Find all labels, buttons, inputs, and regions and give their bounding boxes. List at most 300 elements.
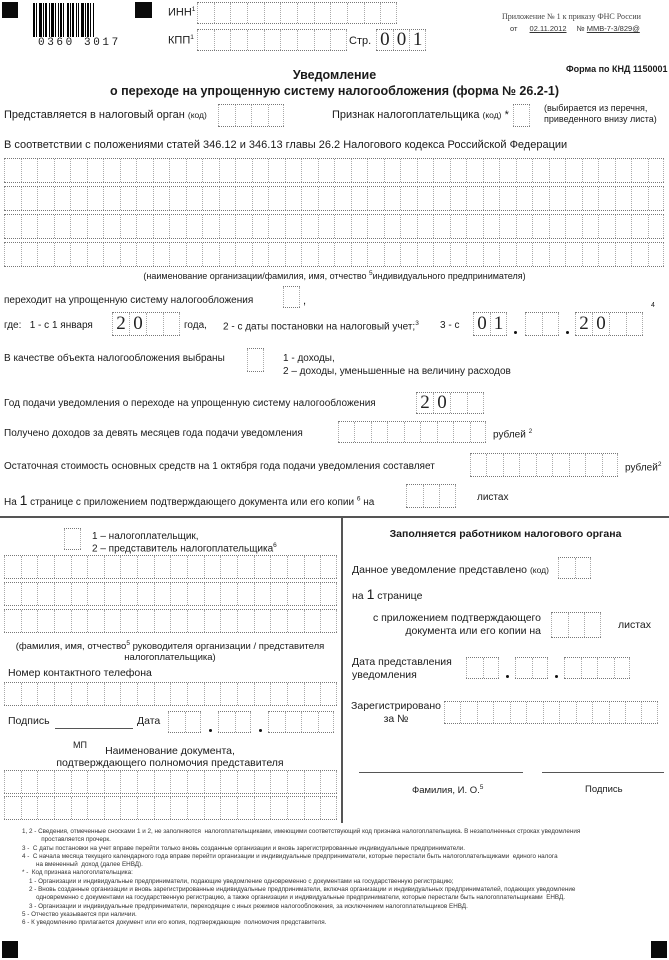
input-cell[interactable]: [320, 583, 337, 605]
input-cell[interactable]: [400, 243, 417, 266]
input-cell[interactable]: [470, 454, 486, 476]
input-cell[interactable]: [268, 215, 285, 238]
org-name-row-1[interactable]: [4, 158, 664, 183]
input-cell[interactable]: [543, 702, 559, 723]
input-cell[interactable]: [154, 683, 171, 705]
input-cell[interactable]: 0: [376, 30, 393, 50]
input-cell[interactable]: [268, 712, 285, 732]
input-cell[interactable]: [515, 658, 532, 678]
input-cell[interactable]: [483, 243, 500, 266]
input-cell[interactable]: [21, 683, 38, 705]
input-cell[interactable]: [170, 610, 187, 632]
input-cell[interactable]: [648, 159, 665, 182]
input-cell[interactable]: [354, 422, 370, 442]
input-cell[interactable]: [186, 159, 203, 182]
input-cell[interactable]: [204, 683, 221, 705]
input-cell[interactable]: [297, 3, 314, 23]
input-cell[interactable]: [21, 610, 38, 632]
input-cell[interactable]: [400, 159, 417, 182]
input-cell[interactable]: [251, 105, 268, 126]
input-cell[interactable]: [585, 454, 601, 476]
submission-month-field[interactable]: [515, 657, 548, 679]
input-cell[interactable]: [235, 712, 252, 732]
signer-month-field[interactable]: [218, 711, 251, 733]
taxpayer-sign-code-field[interactable]: [513, 104, 530, 127]
input-cell[interactable]: [483, 215, 500, 238]
input-cell[interactable]: [169, 187, 186, 210]
input-cell[interactable]: [71, 797, 88, 819]
income-field[interactable]: [338, 421, 486, 443]
input-cell[interactable]: [466, 159, 483, 182]
input-cell[interactable]: [4, 243, 21, 266]
input-cell[interactable]: [235, 187, 252, 210]
input-cell[interactable]: [120, 583, 137, 605]
input-cell[interactable]: [254, 610, 271, 632]
input-cell[interactable]: [444, 702, 460, 723]
input-cell[interactable]: [87, 610, 104, 632]
input-cell[interactable]: [247, 3, 264, 23]
input-cell[interactable]: [334, 243, 351, 266]
input-cell[interactable]: [417, 187, 434, 210]
input-cell[interactable]: [304, 683, 321, 705]
input-cell[interactable]: [170, 797, 187, 819]
input-cell[interactable]: [549, 159, 566, 182]
input-cell[interactable]: [301, 187, 318, 210]
input-cell[interactable]: [37, 610, 54, 632]
input-cell[interactable]: [466, 243, 483, 266]
input-cell[interactable]: [120, 243, 137, 266]
input-cell[interactable]: [552, 454, 568, 476]
input-cell[interactable]: [592, 702, 608, 723]
input-cell[interactable]: [168, 712, 185, 732]
input-cell[interactable]: [565, 243, 582, 266]
input-cell[interactable]: [37, 215, 54, 238]
input-cell[interactable]: [136, 243, 153, 266]
input-cell[interactable]: [120, 683, 137, 705]
input-cell[interactable]: [301, 243, 318, 266]
attachment-sheets-field[interactable]: [406, 484, 456, 508]
representative-doc-row-1[interactable]: [4, 770, 337, 794]
input-cell[interactable]: [338, 422, 354, 442]
input-cell[interactable]: [268, 159, 285, 182]
input-cell[interactable]: [285, 243, 302, 266]
input-cell[interactable]: [283, 287, 300, 307]
input-cell[interactable]: [21, 797, 38, 819]
input-cell[interactable]: [247, 30, 264, 50]
input-cell[interactable]: [582, 243, 599, 266]
input-cell[interactable]: [187, 583, 204, 605]
input-cell[interactable]: [197, 3, 214, 23]
input-cell[interactable]: [237, 797, 254, 819]
input-cell[interactable]: [453, 422, 469, 442]
input-cell[interactable]: [169, 159, 186, 182]
signer-year-field[interactable]: [268, 711, 334, 733]
input-cell[interactable]: [532, 215, 549, 238]
input-cell[interactable]: [486, 454, 502, 476]
input-cell[interactable]: [37, 683, 54, 705]
input-cell[interactable]: [21, 243, 38, 266]
input-cell[interactable]: [542, 313, 559, 335]
input-cell[interactable]: [87, 583, 104, 605]
input-cell[interactable]: [137, 610, 154, 632]
input-cell[interactable]: [582, 187, 599, 210]
input-cell[interactable]: [21, 771, 38, 793]
input-cell[interactable]: [220, 683, 237, 705]
input-cell[interactable]: [70, 215, 87, 238]
input-cell[interactable]: [433, 159, 450, 182]
input-cell[interactable]: [301, 712, 318, 732]
input-cell[interactable]: [609, 702, 625, 723]
input-cell[interactable]: [404, 422, 420, 442]
input-cell[interactable]: [314, 30, 331, 50]
input-cell[interactable]: [483, 658, 500, 678]
input-cell[interactable]: [516, 243, 533, 266]
input-cell[interactable]: [477, 702, 493, 723]
input-cell[interactable]: [219, 243, 236, 266]
input-cell[interactable]: [146, 313, 163, 335]
input-cell[interactable]: [204, 583, 221, 605]
input-cell[interactable]: [351, 159, 368, 182]
signer-type-field[interactable]: [64, 528, 81, 550]
input-cell[interactable]: [582, 215, 599, 238]
input-cell[interactable]: [218, 105, 235, 126]
input-cell[interactable]: [202, 187, 219, 210]
input-cell[interactable]: [499, 215, 516, 238]
input-cell[interactable]: [163, 313, 180, 335]
input-cell[interactable]: [549, 243, 566, 266]
input-cell[interactable]: [334, 187, 351, 210]
input-cell[interactable]: [87, 159, 104, 182]
input-cell[interactable]: [214, 30, 231, 50]
input-cell[interactable]: [287, 797, 304, 819]
input-cell[interactable]: [185, 712, 202, 732]
input-cell[interactable]: [54, 797, 71, 819]
input-cell[interactable]: [219, 187, 236, 210]
input-cell[interactable]: [21, 159, 38, 182]
input-cell[interactable]: [4, 771, 21, 793]
input-cell[interactable]: [384, 243, 401, 266]
input-cell[interactable]: [268, 105, 285, 126]
input-cell[interactable]: [237, 610, 254, 632]
input-cell[interactable]: [364, 3, 381, 23]
input-cell[interactable]: [104, 771, 121, 793]
input-cell[interactable]: [549, 187, 566, 210]
input-cell[interactable]: [280, 30, 297, 50]
residual-value-field[interactable]: [470, 453, 618, 477]
input-cell[interactable]: [202, 243, 219, 266]
input-cell[interactable]: [219, 215, 236, 238]
signer-fio-row-1[interactable]: [4, 555, 337, 579]
input-cell[interactable]: [564, 658, 581, 678]
inn-field[interactable]: [197, 2, 397, 24]
input-cell[interactable]: [270, 583, 287, 605]
signer-fio-row-3[interactable]: [4, 609, 337, 633]
input-cell[interactable]: [21, 215, 38, 238]
input-cell[interactable]: [54, 187, 71, 210]
signer-fio-row-2[interactable]: [4, 582, 337, 606]
input-cell[interactable]: [330, 30, 347, 50]
input-cell[interactable]: [170, 683, 187, 705]
input-cell[interactable]: [71, 556, 88, 578]
input-cell[interactable]: [614, 658, 631, 678]
input-cell[interactable]: [423, 485, 440, 507]
input-cell[interactable]: [387, 422, 403, 442]
input-cell[interactable]: [460, 702, 476, 723]
input-cell[interactable]: [136, 159, 153, 182]
input-cell[interactable]: [264, 3, 281, 23]
input-cell[interactable]: [417, 159, 434, 182]
input-cell[interactable]: [54, 610, 71, 632]
input-cell[interactable]: [304, 771, 321, 793]
input-cell[interactable]: [466, 658, 483, 678]
input-cell[interactable]: [54, 583, 71, 605]
input-cell[interactable]: [120, 215, 137, 238]
input-cell[interactable]: 0: [592, 313, 609, 335]
input-cell[interactable]: [37, 159, 54, 182]
input-cell[interactable]: [615, 215, 632, 238]
input-cell[interactable]: [285, 187, 302, 210]
input-cell[interactable]: [582, 159, 599, 182]
input-cell[interactable]: [170, 771, 187, 793]
input-cell[interactable]: [187, 556, 204, 578]
input-cell[interactable]: [268, 187, 285, 210]
input-cell[interactable]: [220, 556, 237, 578]
input-cell[interactable]: [625, 702, 641, 723]
input-cell[interactable]: [220, 610, 237, 632]
representative-doc-row-2[interactable]: [4, 796, 337, 820]
input-cell[interactable]: [304, 797, 321, 819]
input-cell[interactable]: [437, 422, 453, 442]
input-cell[interactable]: [499, 159, 516, 182]
input-cell[interactable]: [170, 583, 187, 605]
input-cell[interactable]: [450, 393, 467, 413]
input-cell[interactable]: [318, 243, 335, 266]
input-cell[interactable]: [54, 771, 71, 793]
input-cell[interactable]: [297, 30, 314, 50]
input-cell[interactable]: [137, 583, 154, 605]
input-cell[interactable]: [318, 712, 335, 732]
input-cell[interactable]: [450, 187, 467, 210]
input-cell[interactable]: [186, 187, 203, 210]
submission-day-field[interactable]: [466, 657, 499, 679]
input-cell[interactable]: [169, 243, 186, 266]
input-cell[interactable]: [631, 187, 648, 210]
input-cell[interactable]: [254, 583, 271, 605]
input-cell[interactable]: [526, 702, 542, 723]
input-cell[interactable]: [37, 187, 54, 210]
input-cell[interactable]: [576, 702, 592, 723]
input-cell[interactable]: [569, 454, 585, 476]
input-cell[interactable]: [318, 215, 335, 238]
input-cell[interactable]: [367, 243, 384, 266]
input-cell[interactable]: [287, 771, 304, 793]
input-cell[interactable]: [37, 583, 54, 605]
input-cell[interactable]: [450, 159, 467, 182]
input-cell[interactable]: [280, 3, 297, 23]
input-cell[interactable]: 1: [490, 313, 507, 335]
input-cell[interactable]: [220, 771, 237, 793]
input-cell[interactable]: [220, 797, 237, 819]
input-cell[interactable]: [154, 556, 171, 578]
input-cell[interactable]: [516, 215, 533, 238]
input-cell[interactable]: [252, 187, 269, 210]
input-cell[interactable]: [304, 583, 321, 605]
input-cell[interactable]: [270, 771, 287, 793]
input-cell[interactable]: [450, 215, 467, 238]
input-cell[interactable]: [137, 556, 154, 578]
input-cell[interactable]: [320, 797, 337, 819]
input-cell[interactable]: [420, 422, 436, 442]
input-cell[interactable]: [64, 529, 81, 549]
input-cell[interactable]: [631, 243, 648, 266]
input-cell[interactable]: [235, 105, 252, 126]
input-cell[interactable]: 0: [129, 313, 146, 335]
input-cell[interactable]: [70, 159, 87, 182]
input-cell[interactable]: [54, 159, 71, 182]
input-cell[interactable]: [237, 583, 254, 605]
input-cell[interactable]: [351, 215, 368, 238]
input-cell[interactable]: [204, 771, 221, 793]
input-cell[interactable]: [153, 187, 170, 210]
kpp-field[interactable]: [197, 29, 347, 51]
input-cell[interactable]: [21, 556, 38, 578]
input-cell[interactable]: [351, 187, 368, 210]
input-cell[interactable]: [510, 702, 526, 723]
input-cell[interactable]: [197, 30, 214, 50]
input-cell[interactable]: [503, 454, 519, 476]
input-cell[interactable]: [37, 797, 54, 819]
input-cell[interactable]: [301, 159, 318, 182]
input-cell[interactable]: [287, 583, 304, 605]
input-cell[interactable]: [252, 215, 269, 238]
input-cell[interactable]: 0: [393, 30, 410, 50]
phone-field[interactable]: [4, 682, 337, 706]
input-cell[interactable]: [187, 610, 204, 632]
input-cell[interactable]: [202, 159, 219, 182]
tax-object-field[interactable]: [247, 348, 264, 372]
input-cell[interactable]: [575, 558, 592, 578]
input-cell[interactable]: [204, 556, 221, 578]
input-cell[interactable]: 2: [416, 393, 433, 413]
signer-day-field[interactable]: [168, 711, 201, 733]
input-cell[interactable]: [154, 583, 171, 605]
input-cell[interactable]: [37, 771, 54, 793]
input-cell[interactable]: [254, 556, 271, 578]
input-cell[interactable]: [270, 556, 287, 578]
transition-date-year-field[interactable]: [575, 312, 643, 336]
input-cell[interactable]: [400, 215, 417, 238]
input-cell[interactable]: [417, 243, 434, 266]
input-cell[interactable]: [301, 215, 318, 238]
input-cell[interactable]: [54, 215, 71, 238]
input-cell[interactable]: [214, 3, 231, 23]
input-cell[interactable]: [450, 243, 467, 266]
input-cell[interactable]: [137, 797, 154, 819]
input-cell[interactable]: 0: [433, 393, 450, 413]
org-name-row-2[interactable]: [4, 186, 664, 211]
input-cell[interactable]: [466, 215, 483, 238]
input-cell[interactable]: [220, 583, 237, 605]
input-cell[interactable]: [104, 797, 121, 819]
input-cell[interactable]: [287, 610, 304, 632]
input-cell[interactable]: [565, 159, 582, 182]
input-cell[interactable]: [287, 556, 304, 578]
input-cell[interactable]: [516, 187, 533, 210]
input-cell[interactable]: [626, 313, 643, 335]
input-cell[interactable]: [237, 556, 254, 578]
input-cell[interactable]: [320, 771, 337, 793]
input-cell[interactable]: [568, 613, 585, 637]
input-cell[interactable]: [71, 583, 88, 605]
input-cell[interactable]: [154, 610, 171, 632]
input-cell[interactable]: [37, 556, 54, 578]
transition-month-field[interactable]: [525, 312, 559, 336]
input-cell[interactable]: [103, 215, 120, 238]
input-cell[interactable]: [433, 187, 450, 210]
input-cell[interactable]: [549, 215, 566, 238]
input-cell[interactable]: [615, 187, 632, 210]
input-cell[interactable]: [87, 771, 104, 793]
input-cell[interactable]: [334, 159, 351, 182]
input-cell[interactable]: [406, 485, 423, 507]
input-cell[interactable]: [187, 771, 204, 793]
input-cell[interactable]: [371, 422, 387, 442]
input-cell[interactable]: [384, 187, 401, 210]
input-cell[interactable]: [70, 187, 87, 210]
input-cell[interactable]: [230, 30, 247, 50]
input-cell[interactable]: [581, 658, 598, 678]
org-name-row-4[interactable]: [4, 242, 664, 267]
input-cell[interactable]: [137, 683, 154, 705]
input-cell[interactable]: [285, 712, 302, 732]
input-cell[interactable]: [483, 187, 500, 210]
org-name-row-3[interactable]: [4, 214, 664, 239]
input-cell[interactable]: [285, 215, 302, 238]
input-cell[interactable]: [584, 613, 601, 637]
input-cell[interactable]: [270, 610, 287, 632]
input-cell[interactable]: [103, 187, 120, 210]
input-cell[interactable]: 0: [473, 313, 490, 335]
input-cell[interactable]: [499, 187, 516, 210]
signature-line[interactable]: [55, 728, 133, 729]
input-cell[interactable]: [169, 215, 186, 238]
input-cell[interactable]: [202, 215, 219, 238]
filing-year-field[interactable]: [416, 392, 484, 414]
input-cell[interactable]: [120, 556, 137, 578]
input-cell[interactable]: [254, 797, 271, 819]
tax-officer-signature-line[interactable]: [542, 772, 664, 773]
input-cell[interactable]: [247, 349, 264, 371]
transition-day-field[interactable]: [473, 312, 507, 336]
input-cell[interactable]: [466, 187, 483, 210]
input-cell[interactable]: [318, 187, 335, 210]
input-cell[interactable]: [237, 683, 254, 705]
input-cell[interactable]: [230, 3, 247, 23]
input-cell[interactable]: [367, 187, 384, 210]
input-cell[interactable]: [559, 702, 575, 723]
input-cell[interactable]: [120, 797, 137, 819]
input-cell[interactable]: [314, 3, 331, 23]
input-cell[interactable]: [136, 215, 153, 238]
input-cell[interactable]: [4, 583, 21, 605]
input-cell[interactable]: 1: [409, 30, 426, 50]
input-cell[interactable]: [467, 393, 484, 413]
input-cell[interactable]: [516, 159, 533, 182]
input-cell[interactable]: [252, 159, 269, 182]
input-cell[interactable]: [104, 583, 121, 605]
input-cell[interactable]: [598, 243, 615, 266]
input-cell[interactable]: [153, 215, 170, 238]
